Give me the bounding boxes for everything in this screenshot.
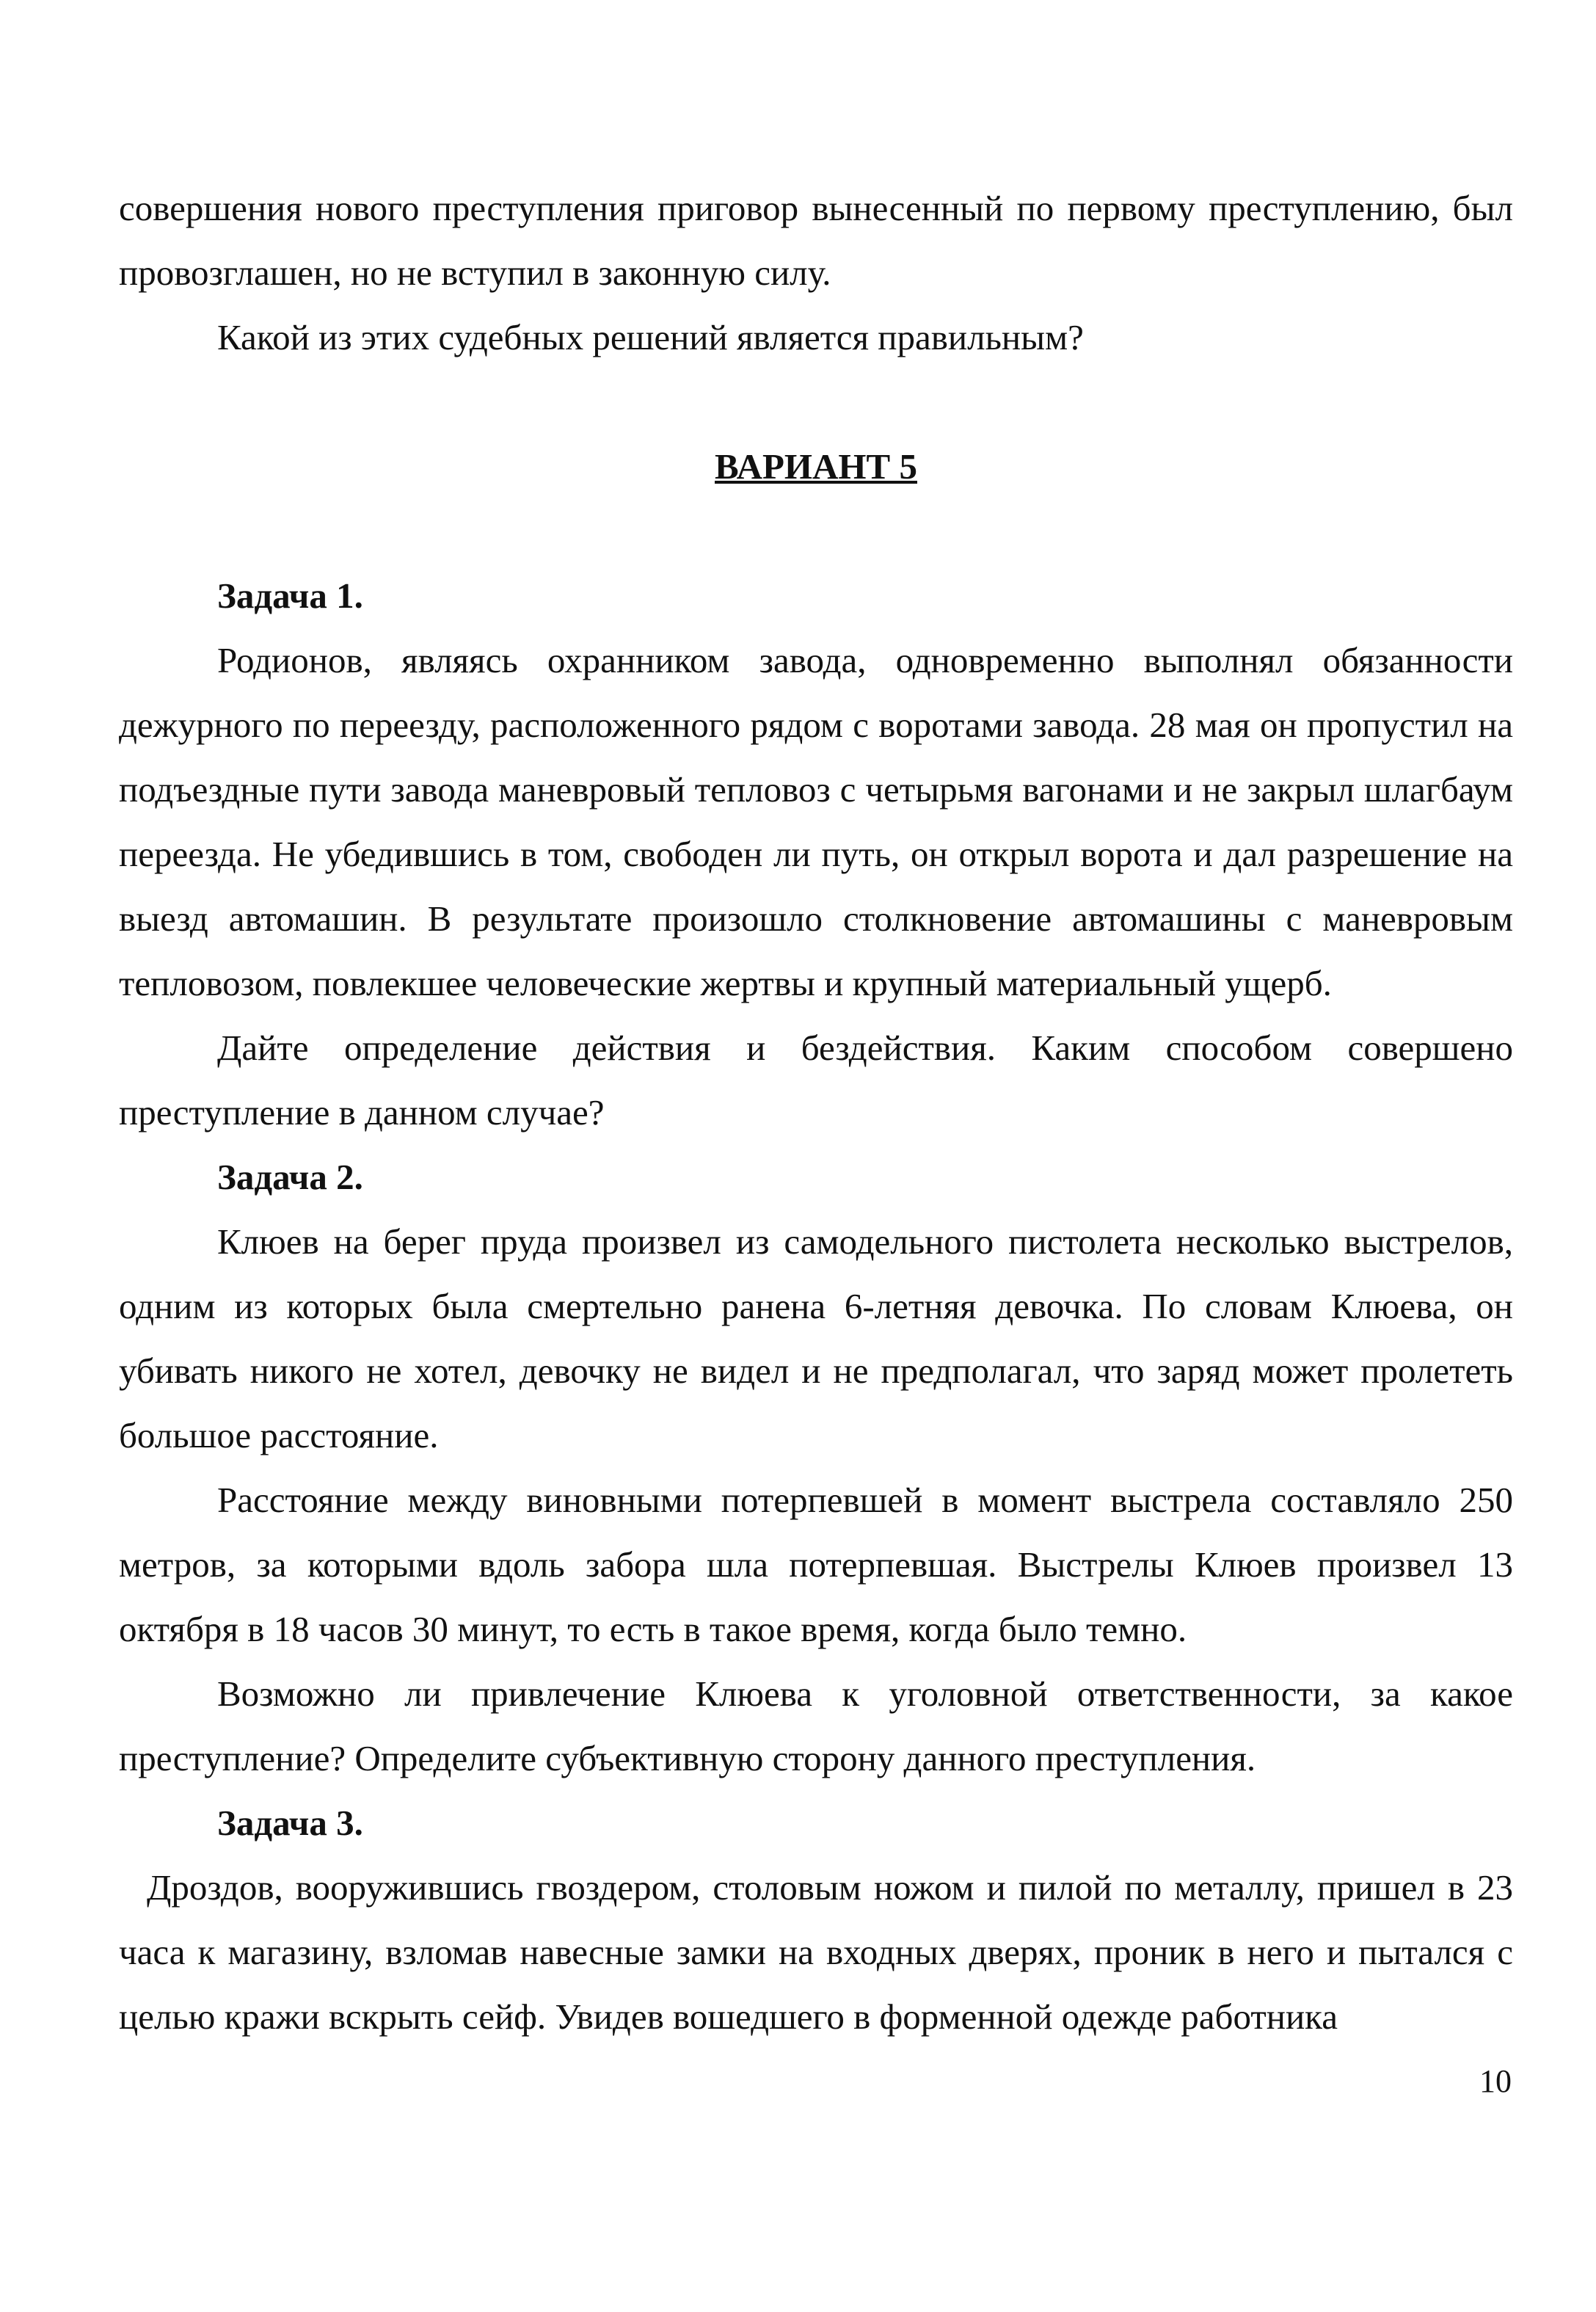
task-2-paragraph-2: Расстояние между виновными потерпевшей в момент выстрела составляло 250 метров, за которыми вдоль забора шла потерпевшая. Выстрелы Клюев произвел 13 октября в 18 часов 30 минут, то есть в такое время, когда было темно.	[119, 1480, 1513, 1649]
document-page	[119, 176, 1513, 2049]
task-2-paragraph-3: Возможно ли привлечение Клюева к уголовной ответственности, за какое преступление? Определите субъективную сторону данного преступления.	[119, 1673, 1513, 1778]
task-3-title: Задача 3.	[217, 1803, 363, 1843]
task-1-paragraph-2: Дайте определение действия и бездействия. Каким способом совершено преступление в данном случае?	[119, 1028, 1513, 1133]
task-3-paragraph-1: Дроздов, вооружившись гвоздером, столовым ножом и пилой по металлу, пришел в 23 часа к магазину, взломав навесные замки на входных дверях, проник в него и пытался с целью кражи вскрыть сейф. Увидев вошедшего в форменной одежде работника	[119, 1867, 1513, 2037]
intro-paragraph-1: совершения нового преступления приговор вынесенный по первому преступлению, был провозглашен, но не вступил в законную силу.	[119, 188, 1513, 293]
variant-heading: ВАРИАНТ 5	[715, 446, 917, 487]
task-2-paragraph-1: Клюев на берег пруда произвел из самодельного пистолета несколько выстрелов, одним из которых была смертельно ранена 6-летняя девочка. По словам Клюева, он убивать никого не хотел, девочку не видел и не предполагал, что заряд может пролететь большое расстояние.	[119, 1221, 1513, 1455]
task-1-title: Задача 1.	[217, 575, 363, 616]
task-2-title: Задача 2.	[217, 1157, 363, 1197]
intro-paragraph-2: Какой из этих судебных решений является правильным?	[217, 317, 1084, 357]
task-1-paragraph-1: Родионов, являясь охранником завода, одновременно выполнял обязанности дежурного по переезду, расположенного рядом с воротами завода. 28 мая он пропустил на подъездные пути завода маневровый тепловоз с четырьмя вагонами и не закрыл шлагбаум переезда. Не убедившись в том, свободен ли путь, он открыл ворота и дал разрешение на выезд автомашин. В результате произошло столкновение автомашины с маневровым тепловозом, повлекшее человеческие жертвы и крупный материальный ущерб.	[119, 640, 1513, 1003]
page-number: 10	[1479, 2063, 1512, 2099]
